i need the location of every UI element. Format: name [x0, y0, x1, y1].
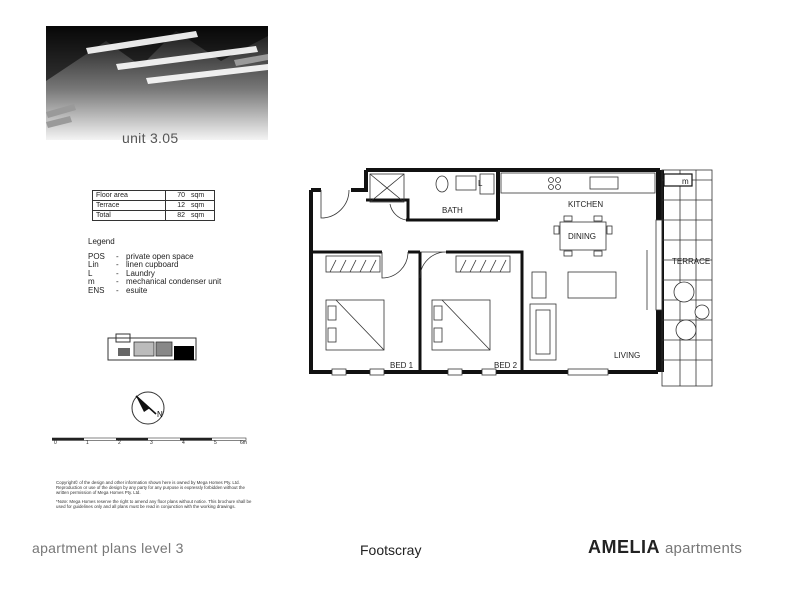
legend-item: m - mechanical condenser unit: [88, 277, 222, 287]
copyright-text: Copyright© of the design and other information shown here is owned by Mega Homes Pty. Ltd. Reproduction or use of the design by any party for any purpose is expressly forbidden without the written permission of Mega Homes Pty. Ltd.: [56, 480, 245, 496]
legend-text: Laundry: [126, 268, 155, 278]
mech-unit-label: m: [682, 177, 689, 186]
room-label-bath: BATH: [442, 206, 463, 215]
footer-level: apartment plans level 3: [32, 540, 184, 556]
area-row-terrace: [93, 201, 215, 211]
legend-item: ENS - esuite: [88, 285, 148, 295]
legend-item: Lin - linen cupboard: [88, 260, 179, 270]
legend-title: Legend: [88, 237, 115, 246]
scale-labels: [52, 440, 262, 448]
scale-tick: 0: [54, 440, 57, 446]
area-row-total: [93, 211, 215, 221]
footer-city: Footscray: [360, 542, 422, 558]
room-label-bed2: BED 2: [494, 361, 518, 370]
area-value: 70: [166, 191, 189, 201]
brand-suffix: apartments: [665, 540, 743, 557]
legend: [88, 238, 221, 296]
footer-brand: [588, 537, 742, 558]
scale-tick: 2: [118, 440, 121, 446]
legend-code: POS: [88, 251, 105, 261]
key-plan: [104, 330, 200, 366]
disclaimer-text: *Note: Mega Homes reserve the right to amend any floor plans without notice. This brochure shall be used for guidelines only and all plans must be read in conjunction with the working drawings.: [56, 498, 252, 509]
legend-item: POS - private open space: [88, 251, 194, 261]
floor-plan: [296, 160, 736, 400]
scale-tick: 3: [150, 440, 153, 446]
legend-code: m: [88, 277, 95, 287]
area-unit: sqm: [188, 211, 215, 221]
brand-name: AMELIA: [588, 537, 660, 557]
legend-text: private open space: [126, 251, 194, 261]
compass-label: N: [157, 410, 163, 419]
copyright-notice: [56, 480, 256, 512]
area-row-floor: [93, 191, 215, 201]
scale-tick: 4: [182, 440, 185, 446]
area-unit: sqm: [188, 191, 215, 201]
area-unit: sqm: [188, 201, 215, 211]
room-label-dining: DINING: [568, 232, 596, 241]
unit-title: unit 3.05: [122, 130, 179, 146]
area-label: Terrace: [93, 201, 166, 211]
scale-tick: 1: [86, 440, 89, 446]
brand-artwork: [46, 26, 268, 140]
scale-tick: 5: [214, 440, 217, 446]
room-label-terrace: TERRACE: [672, 257, 711, 266]
scale-tick: 6m: [240, 440, 247, 446]
legend-text: linen cupboard: [126, 260, 179, 270]
north-arrow-icon: [128, 388, 172, 432]
legend-text: mechanical condenser unit: [126, 277, 222, 287]
room-label-kitchen: KITCHEN: [568, 200, 604, 209]
legend-item: L - Laundry: [88, 268, 155, 278]
legend-code: ENS: [88, 285, 105, 295]
area-label: Total: [93, 211, 166, 221]
area-value: 12: [166, 201, 189, 211]
area-value: 82: [166, 211, 189, 221]
legend-code: L: [88, 268, 93, 278]
area-table: [92, 190, 215, 221]
room-label-laundry: L: [478, 179, 483, 188]
legend-code: Lin: [88, 260, 99, 270]
area-label: Floor area: [93, 191, 166, 201]
room-label-bed1: BED 1: [390, 361, 414, 370]
legend-text: esuite: [126, 285, 148, 295]
room-label-living: LIVING: [614, 351, 641, 360]
